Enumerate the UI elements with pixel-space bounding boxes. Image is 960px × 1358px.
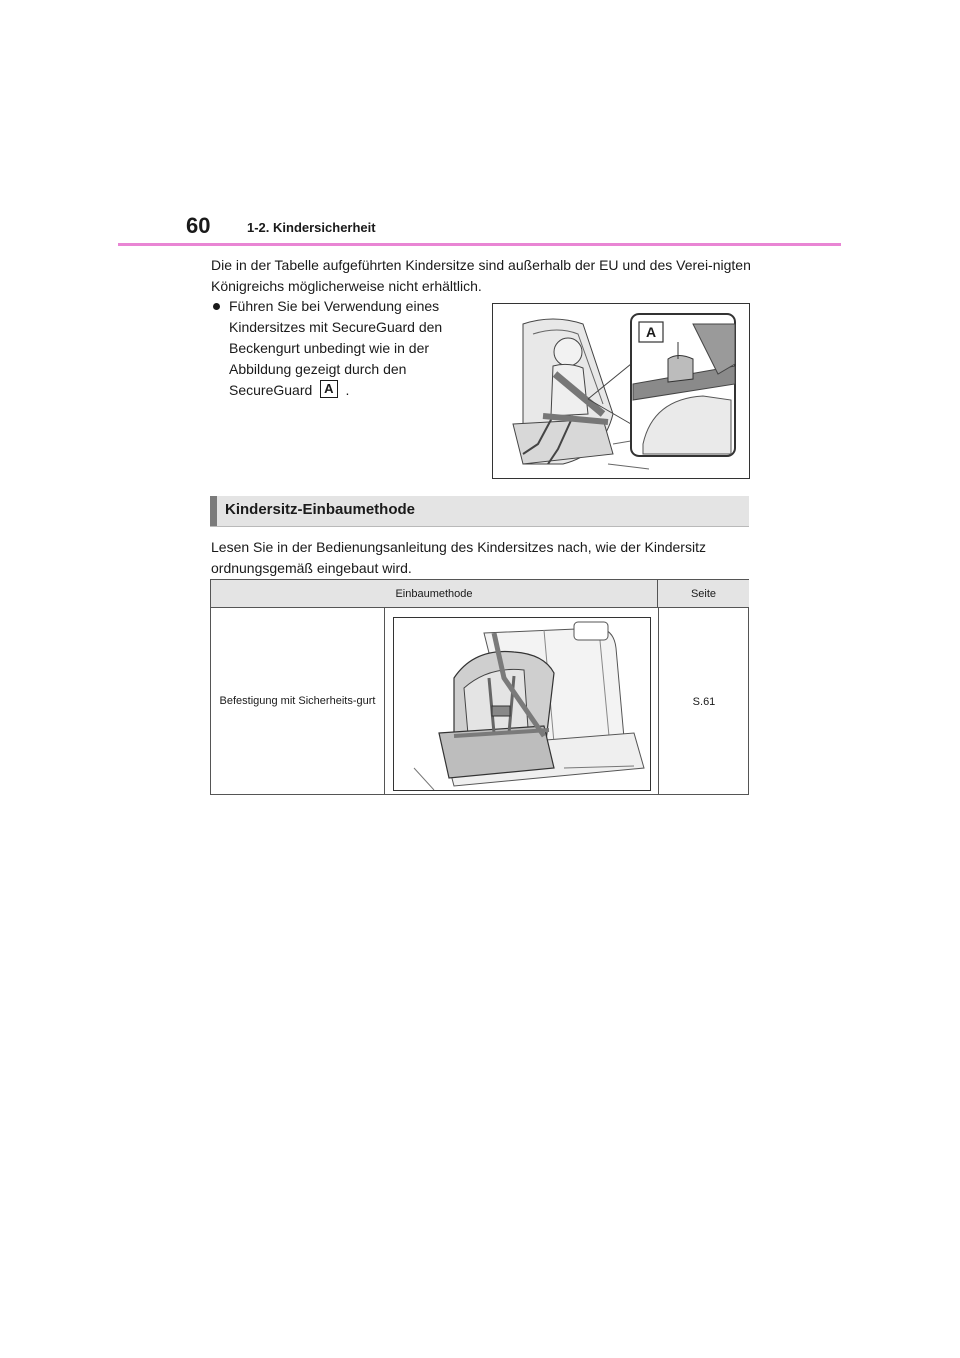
intro-paragraph: Die in der Tabelle aufgeführten Kindersitze sind außerhalb der EU und des Verei-nigten Königreichs möglicherweise nicht erhältlich. [211, 257, 751, 294]
bullet-suffix: . [345, 382, 350, 398]
page-number: 60 [186, 213, 211, 238]
header-rule [118, 243, 841, 246]
table-cell-page: S.61 [692, 695, 716, 708]
section-heading-text: Kindersitz-Einbaumethode [225, 501, 416, 518]
child-seat-belt-drawing [394, 618, 650, 790]
table-header-method: Einbaumethode [211, 580, 658, 608]
table-cell-method: Befestigung mit Sicherheits-gurt [211, 608, 385, 795]
seatbelt-installation-illustration [393, 617, 651, 791]
installation-table [210, 579, 749, 795]
bullet-icon [213, 303, 220, 310]
secureguard-illustration [492, 303, 750, 479]
bullet-item [211, 296, 471, 401]
callout-label-a: A [645, 324, 657, 340]
bullet-text: Führen Sie bei Verwendung eines Kindersitzes mit SecureGuard den Beckengurt unbedingt wie in der Abbildung gezeigt durch den SecureGuard [229, 298, 443, 398]
section-heading [210, 496, 749, 527]
instruction-paragraph: Lesen Sie in der Bedienungsanleitung des Kindersitzes nach, wie der Kindersitz ordnungsgemäß eingebaut wird. [211, 539, 706, 576]
child-seat-secureguard-drawing [493, 304, 749, 478]
label-a-box: A [320, 380, 337, 398]
table-cell-illustration [385, 608, 659, 795]
bullet-text-block [229, 296, 471, 401]
heading-accent-bar [210, 496, 217, 526]
table-header-page: Seite [658, 580, 749, 608]
section-title: 1-2. Kindersicherheit [247, 220, 376, 235]
